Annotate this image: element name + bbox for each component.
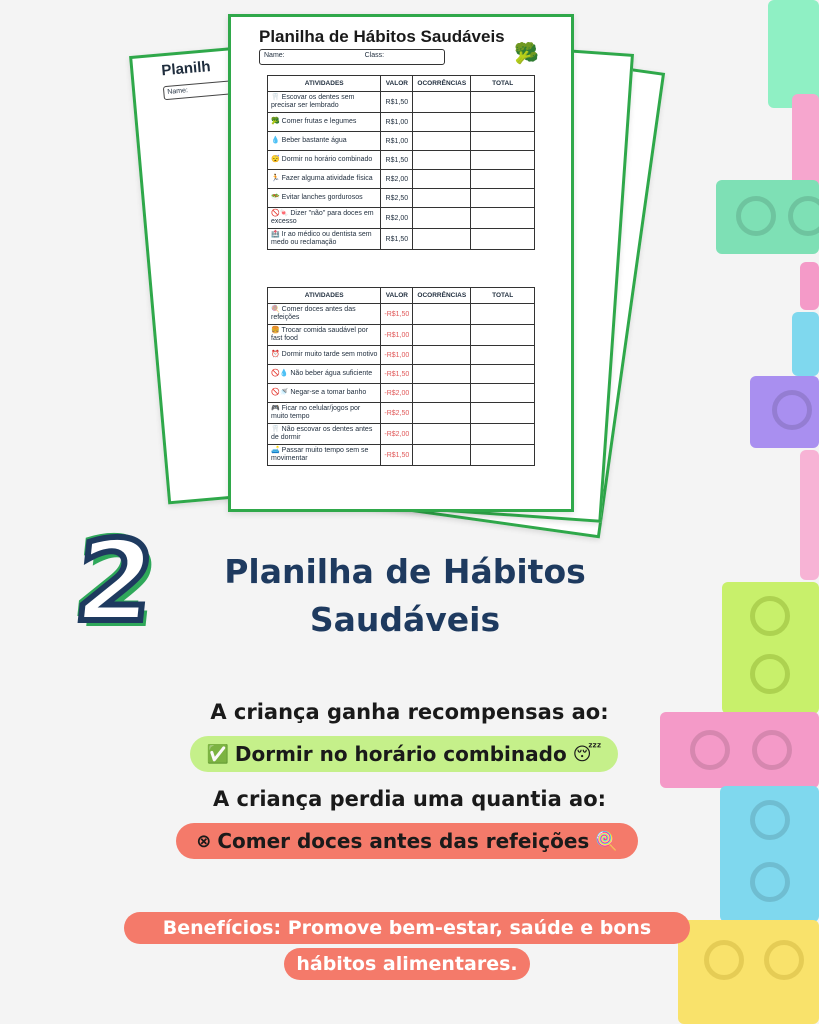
benefits-line1: Benefícios: Promove bem-estar, saúde e bons [124, 912, 690, 944]
activity-cell: 🚫💧 Não beber água suficiente [268, 365, 381, 384]
lego-stud [736, 196, 776, 236]
lego-brick-pink-mid [800, 450, 819, 580]
lego-brick-yellow [678, 920, 819, 1024]
value-cell: R$1,50 [381, 92, 413, 113]
table-row [268, 132, 535, 151]
lego-brick-pink [800, 262, 819, 310]
total-cell[interactable] [471, 113, 535, 132]
total-cell[interactable] [471, 170, 535, 189]
lego-brick-lime [722, 582, 819, 714]
table-row [268, 445, 535, 466]
lego-brick-pink-top [792, 94, 819, 190]
section-number: 2 [69, 517, 161, 647]
lego-brick-mint-top [768, 0, 819, 108]
value-cell: -R$1,50 [381, 445, 413, 466]
total-cell[interactable] [471, 424, 535, 445]
activity-cell: 🍭 Comer doces antes das refeições [268, 304, 381, 325]
name-label: Name: [264, 52, 285, 59]
value-cell: -R$1,50 [381, 304, 413, 325]
total-cell[interactable] [471, 346, 535, 365]
column-header: TOTAL [471, 288, 535, 304]
table-row [268, 92, 535, 113]
activity-cell: 🎮 Ficar no celular/jogos por muito tempo [268, 403, 381, 424]
column-header: TOTAL [471, 76, 535, 92]
occurrences-cell[interactable] [413, 403, 471, 424]
total-cell[interactable] [471, 229, 535, 250]
value-cell: -R$1,00 [381, 325, 413, 346]
total-cell[interactable] [471, 403, 535, 424]
total-cell[interactable] [471, 92, 535, 113]
occurrences-cell[interactable] [413, 424, 471, 445]
column-header: OCORRÊNCIAS [413, 288, 471, 304]
page-title-line2: Saudáveis [309, 600, 501, 639]
benefits-line2: hábitos alimentares. [284, 948, 530, 980]
table-row [268, 208, 535, 229]
total-cell[interactable] [471, 189, 535, 208]
total-cell[interactable] [471, 151, 535, 170]
occurrences-cell[interactable] [413, 229, 471, 250]
back-page-name-field: Name: [163, 80, 234, 100]
lego-stud [764, 940, 804, 980]
table-row [268, 151, 535, 170]
column-header: VALOR [381, 288, 413, 304]
table-row [268, 113, 535, 132]
value-cell: R$2,00 [381, 208, 413, 229]
value-cell: -R$2,00 [381, 384, 413, 403]
value-cell: -R$2,00 [381, 424, 413, 445]
value-cell: R$1,50 [381, 229, 413, 250]
occurrences-cell[interactable] [413, 445, 471, 466]
table-row [268, 403, 535, 424]
broccoli-icon: 🥦 [514, 43, 539, 65]
page-title [180, 548, 630, 644]
x-circle-icon: ⊗ [196, 830, 212, 852]
total-cell[interactable] [471, 132, 535, 151]
total-cell[interactable] [471, 365, 535, 384]
column-header: ATIVIDADES [268, 288, 381, 304]
bad-habits-table [267, 287, 535, 466]
value-cell: R$1,00 [381, 113, 413, 132]
lose-item-text: Comer doces antes das refeições [217, 829, 590, 853]
value-cell: R$1,00 [381, 132, 413, 151]
occurrences-cell[interactable] [413, 365, 471, 384]
occurrences-cell[interactable] [413, 151, 471, 170]
column-header: ATIVIDADES [268, 76, 381, 92]
name-class-field [259, 49, 445, 65]
table-row [268, 229, 535, 250]
gain-pill [190, 736, 618, 772]
worksheet-front-page [228, 14, 574, 512]
total-cell[interactable] [471, 208, 535, 229]
occurrences-cell[interactable] [413, 92, 471, 113]
occurrences-cell[interactable] [413, 170, 471, 189]
lego-stud [788, 196, 819, 236]
good-habits-table [267, 75, 535, 250]
sleeping-face-icon: 😴 [572, 743, 602, 765]
activity-cell: 🥦 Comer frutas e legumes [268, 113, 381, 132]
lego-stud [690, 730, 730, 770]
total-cell[interactable] [471, 445, 535, 466]
table-row [268, 304, 535, 325]
occurrences-cell[interactable] [413, 304, 471, 325]
total-cell[interactable] [471, 304, 535, 325]
value-cell: -R$2,50 [381, 403, 413, 424]
table-row [268, 170, 535, 189]
lego-brick-cyan-small [792, 312, 819, 376]
value-cell: R$2,00 [381, 170, 413, 189]
occurrences-cell[interactable] [413, 346, 471, 365]
activity-cell: 🥗 Evitar lanches gordurosos [268, 189, 381, 208]
table-row [268, 189, 535, 208]
table-row [268, 325, 535, 346]
value-cell: -R$1,00 [381, 346, 413, 365]
lego-stud [772, 390, 812, 430]
activity-cell: 🍔 Trocar comida saudável por fast food [268, 325, 381, 346]
lollipop-icon: 🍭 [595, 830, 618, 852]
lego-stud [750, 862, 790, 902]
lego-brick-mint [716, 180, 819, 254]
lose-label: A criança perdia uma quantia ao: [212, 787, 607, 811]
table-row [268, 384, 535, 403]
occurrences-cell[interactable] [413, 384, 471, 403]
activity-cell: 🦷 Não escovar os dentes antes de dormir [268, 424, 381, 445]
total-cell[interactable] [471, 325, 535, 346]
value-cell: R$1,50 [381, 151, 413, 170]
column-header: VALOR [381, 76, 413, 92]
activity-cell: 🛋️ Passar muito tempo sem se movimentar [268, 445, 381, 466]
lego-stud [750, 654, 790, 694]
table-row [268, 365, 535, 384]
occurrences-cell[interactable] [413, 208, 471, 229]
lose-pill [176, 823, 638, 859]
worksheet-title: Planilha de Hábitos Saudáveis [259, 27, 505, 46]
activity-cell: ⏰ Dormir muito tarde sem motivo [268, 346, 381, 365]
total-cell[interactable] [471, 384, 535, 403]
activity-cell: 💧 Beber bastante água [268, 132, 381, 151]
table-row [268, 346, 535, 365]
value-cell: R$2,50 [381, 189, 413, 208]
activity-cell: 🚫🚿 Negar-se a tomar banho [268, 384, 381, 403]
occurrences-cell[interactable] [413, 132, 471, 151]
occurrences-cell[interactable] [413, 325, 471, 346]
activity-cell: 🏥 Ir ao médico ou dentista sem medo ou reclamação [268, 229, 381, 250]
check-circle-icon: ✅ [206, 743, 229, 765]
back-page-title: Planilh [160, 58, 212, 80]
lego-stud [704, 940, 744, 980]
lego-brick-purple [750, 376, 819, 448]
gain-item-text: Dormir no horário combinado [234, 742, 567, 766]
activity-cell: 🦷 Escovar os dentes sem precisar ser lembrado [268, 92, 381, 113]
activity-cell: 🏃 Fazer alguma atividade física [268, 170, 381, 189]
column-header: OCORRÊNCIAS [413, 76, 471, 92]
page-title-line1: Planilha de Hábitos [224, 552, 586, 591]
occurrences-cell[interactable] [413, 189, 471, 208]
activity-cell: 🚫🍬 Dizer "não" para doces em excesso [268, 208, 381, 229]
occurrences-cell[interactable] [413, 113, 471, 132]
activity-cell: 😴 Dormir no horário combinado [268, 151, 381, 170]
lego-stud [750, 596, 790, 636]
value-cell: -R$1,50 [381, 365, 413, 384]
table-row [268, 424, 535, 445]
lego-stud [752, 730, 792, 770]
gain-label: A criança ganha recompensas ao: [210, 700, 609, 724]
class-label: Class: [364, 52, 385, 59]
